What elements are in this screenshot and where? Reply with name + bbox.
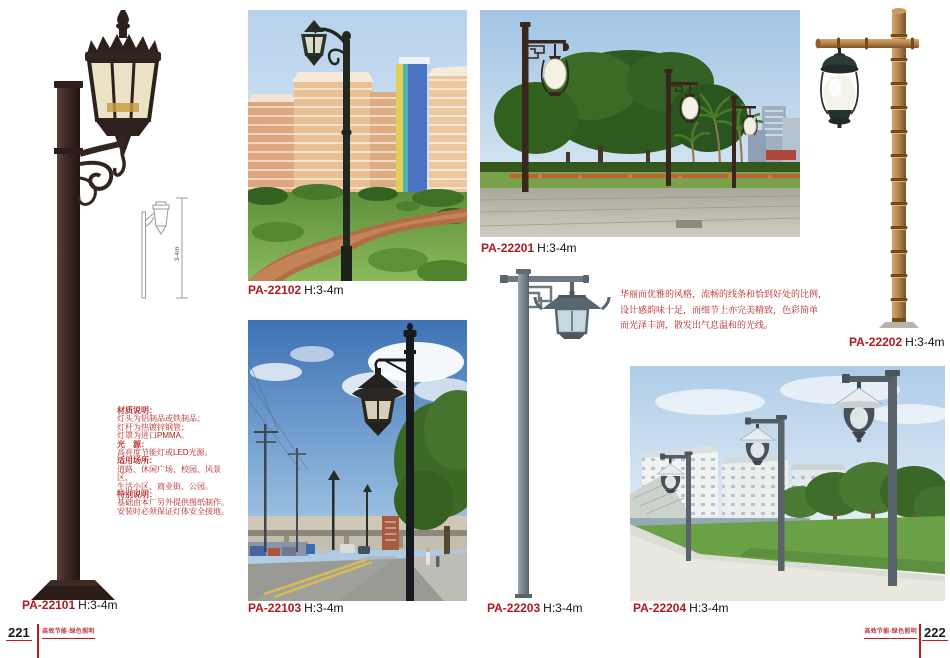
- product-height: H:3-4m: [304, 283, 344, 297]
- spec-line: 灯杆为热镀锌钢管；: [117, 422, 189, 432]
- description-line: 华丽而优雅的风格，流畅的线条和恰到好处的比例，: [620, 289, 828, 299]
- footer-slogan-left: 高效节能·绿色照明: [42, 629, 95, 639]
- product-code: PA-22204: [633, 601, 687, 615]
- product-image-pa-22203: [484, 266, 618, 600]
- product-code: PA-22101: [22, 598, 76, 612]
- spec-line: 光 源：: [117, 439, 149, 449]
- spec-line: 特别说明：: [117, 490, 157, 500]
- bamboo-arm: [816, 38, 920, 50]
- red-signboard: [382, 516, 399, 550]
- product-height: H:3-4m: [537, 241, 577, 255]
- page-number-left: 221: [8, 625, 30, 640]
- description-paragraph: [620, 287, 838, 334]
- photo-pa-22201: [480, 10, 800, 237]
- description-line: 而光泽丰润，散发出气息温和的光线。: [620, 320, 774, 330]
- product-label-pa-22101: [22, 599, 118, 612]
- spec-line: 高亮度节能灯或LED光源。: [117, 448, 213, 458]
- footer-divider-right: [919, 624, 921, 658]
- product-height: H:3-4m: [304, 601, 344, 615]
- lamp-pole: [31, 81, 115, 600]
- product-image-pa-22202: [813, 6, 950, 334]
- spec-line: 材质说明：: [117, 406, 157, 415]
- page-number-right: 222: [924, 625, 946, 640]
- product-code: PA-22202: [849, 335, 903, 349]
- product-label-pa-22201: [481, 242, 577, 255]
- technical-drawing: [136, 196, 198, 300]
- product-height: H:3-4m: [78, 598, 118, 612]
- product-code: PA-22102: [248, 283, 302, 297]
- pavement: [480, 188, 800, 237]
- spec-block: [117, 407, 229, 516]
- product-label-pa-22202: [849, 336, 945, 349]
- dimension-label: 3-4m: [174, 246, 181, 262]
- footer-slogan-right: 高效节能·绿色照明: [864, 629, 917, 639]
- spec-line: 基础由本厂另外提供图纸制作。: [117, 498, 229, 508]
- photo-pa-22103: [248, 320, 467, 601]
- photo-pa-22102: [248, 10, 467, 281]
- bamboo-pole: [891, 8, 908, 324]
- product-label-pa-22103: [248, 602, 344, 615]
- product-label-pa-22204: [633, 602, 729, 615]
- footer-divider-left: [37, 624, 39, 658]
- product-height: H:3-4m: [689, 601, 729, 615]
- spec-line: 安装时必须保证灯体安全接地。: [117, 506, 229, 516]
- scroll-bracket: [79, 136, 124, 204]
- spec-line: 道路、休闲广场、校园、风景区、: [117, 464, 221, 483]
- product-height: H:3-4m: [543, 601, 583, 615]
- spec-line: 灯罩为进口PMMA。: [117, 431, 189, 441]
- lantern-head: [85, 10, 161, 158]
- product-code: PA-22201: [481, 241, 535, 255]
- product-label-pa-22203: [487, 602, 583, 615]
- product-height: H:3-4m: [905, 335, 945, 349]
- spec-line: 生活小区、商业街、公园。: [117, 481, 213, 491]
- kerosene-lantern: [821, 48, 859, 128]
- product-code: PA-22103: [248, 601, 302, 615]
- product-label-pa-22102: [248, 284, 344, 297]
- spec-line: 灯头为铝制品或铁制品；: [117, 414, 205, 424]
- base-plate: [879, 318, 919, 328]
- product-code: PA-22203: [487, 601, 541, 615]
- spec-line: 适用场所：: [117, 456, 157, 466]
- description-line: 设计感韵味十足，而细节上亦完美精致，色彩简单: [620, 304, 819, 315]
- photo-pa-22204: [630, 366, 945, 601]
- pagoda-lantern: [535, 282, 609, 339]
